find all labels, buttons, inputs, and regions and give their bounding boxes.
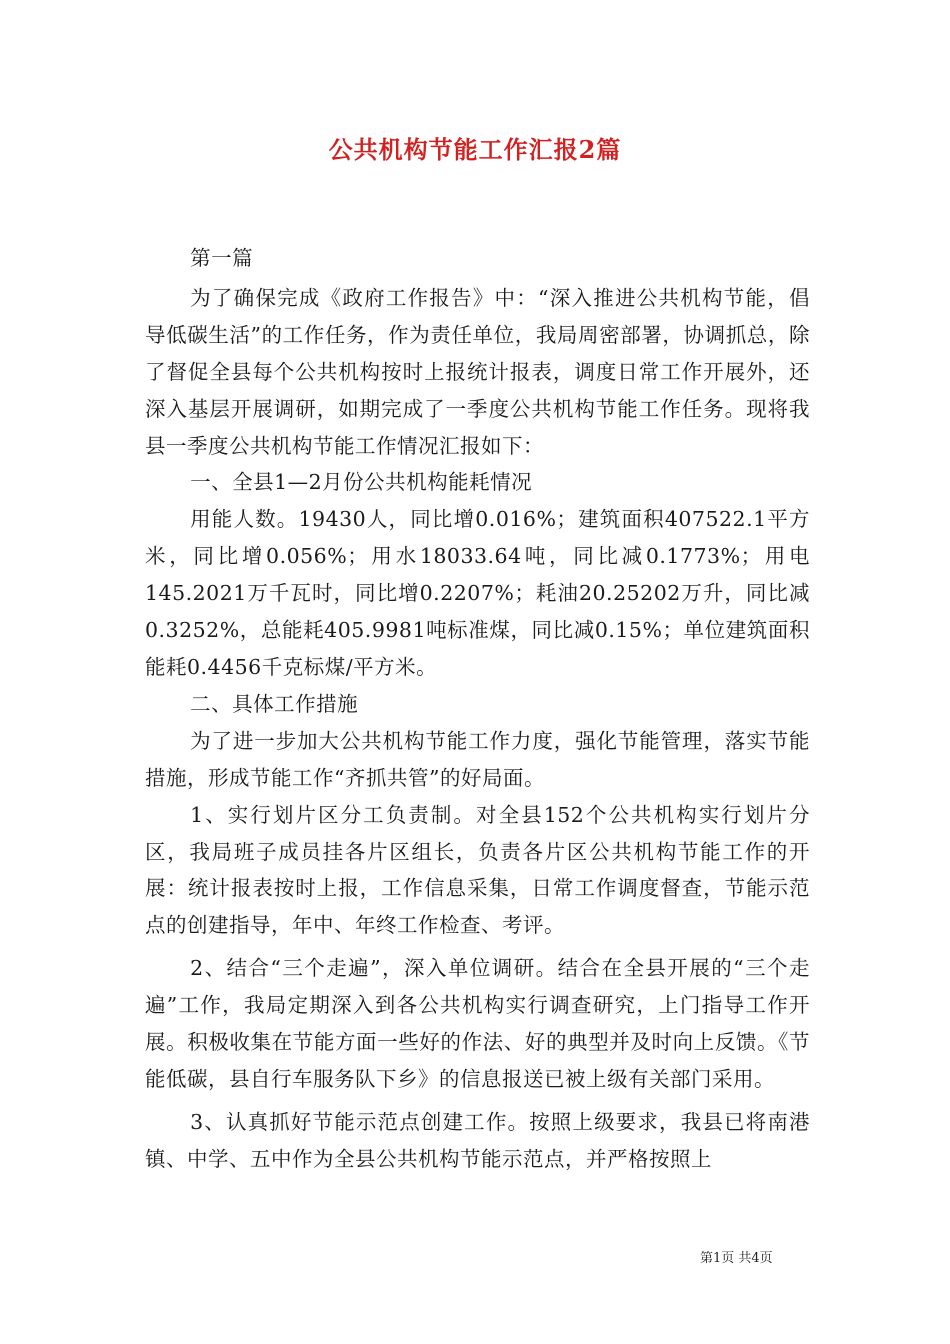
paragraph-measures-intro: 为了进一步加大公共机构节能工作力度，强化节能管理，落实节能措施，形成节能工作“齐抓共管”的好局面。 [145,728,810,790]
section-heading-energy: 一、全县1—2月份公共机构能耗情况 [190,470,533,495]
paragraph-energy-data: 用能人数。19430人，同比增0.016%；建筑面积407522.1平方米，同比增0.056%；用水18033.64吨，同比减0.1773%；用电145.2021万千瓦时，同比增0.2207%；耗油20.25202万升，同比减0.3252%，总能耗405.9981吨标准煤，同比减0.15%；单位建筑面积能耗0.4456千克标煤/平方米。 [145,507,810,679]
section-heading-measures: 二、具体工作措施 [190,691,359,716]
section-heading-first: 第一篇 [190,246,254,270]
paragraph-intro: 为了确保完成《政府工作报告》中：“深入推进公共机构节能，倡导低碳生活”的工作任务，作为责任单位，我局周密部署，协调抓总，除了督促全县每个公共机构按时上报统计报表，调度日常工作开展外，还深入基层开展调研，如期完成了一季度公共机构节能工作任务。现将我县一季度公共机构节能工作情况汇报如下： [145,285,810,458]
paragraph-measure-3: 3、认真抓好节能示范点创建工作。按照上级要求，我县已将南港镇、中学、五中作为全县公共机构节能示范点，并严格按照上 [145,1109,810,1171]
page-number: 第1页 共4页 [700,1251,773,1266]
document-body [145,240,810,1178]
paragraph-measure-1: 1、实行划片区分工负责制。对全县152个公共机构实行划片分区，我局班子成员挂各片区组长，负责各片区公共机构节能工作的开展：统计报表按时上报，工作信息采集，日常工作调度督查，节能示范点的创建指导，年中、年终工作检查、考评。 [145,802,810,938]
paragraph-measure-2: 2、结合“三个走遍”，深入单位调研。结合在全县开展的“三个走遍”工作，我局定期深入到各公共机构实行调查研究，上门指导工作开展。积极收集在节能方面一些好的作法、好的典型并及时向上反馈。《节能低碳，县自行车服务队下乡》的信息报送已被上级有关部门采用。 [145,956,810,1091]
document-title: 公共机构节能工作汇报2篇 [328,135,622,164]
